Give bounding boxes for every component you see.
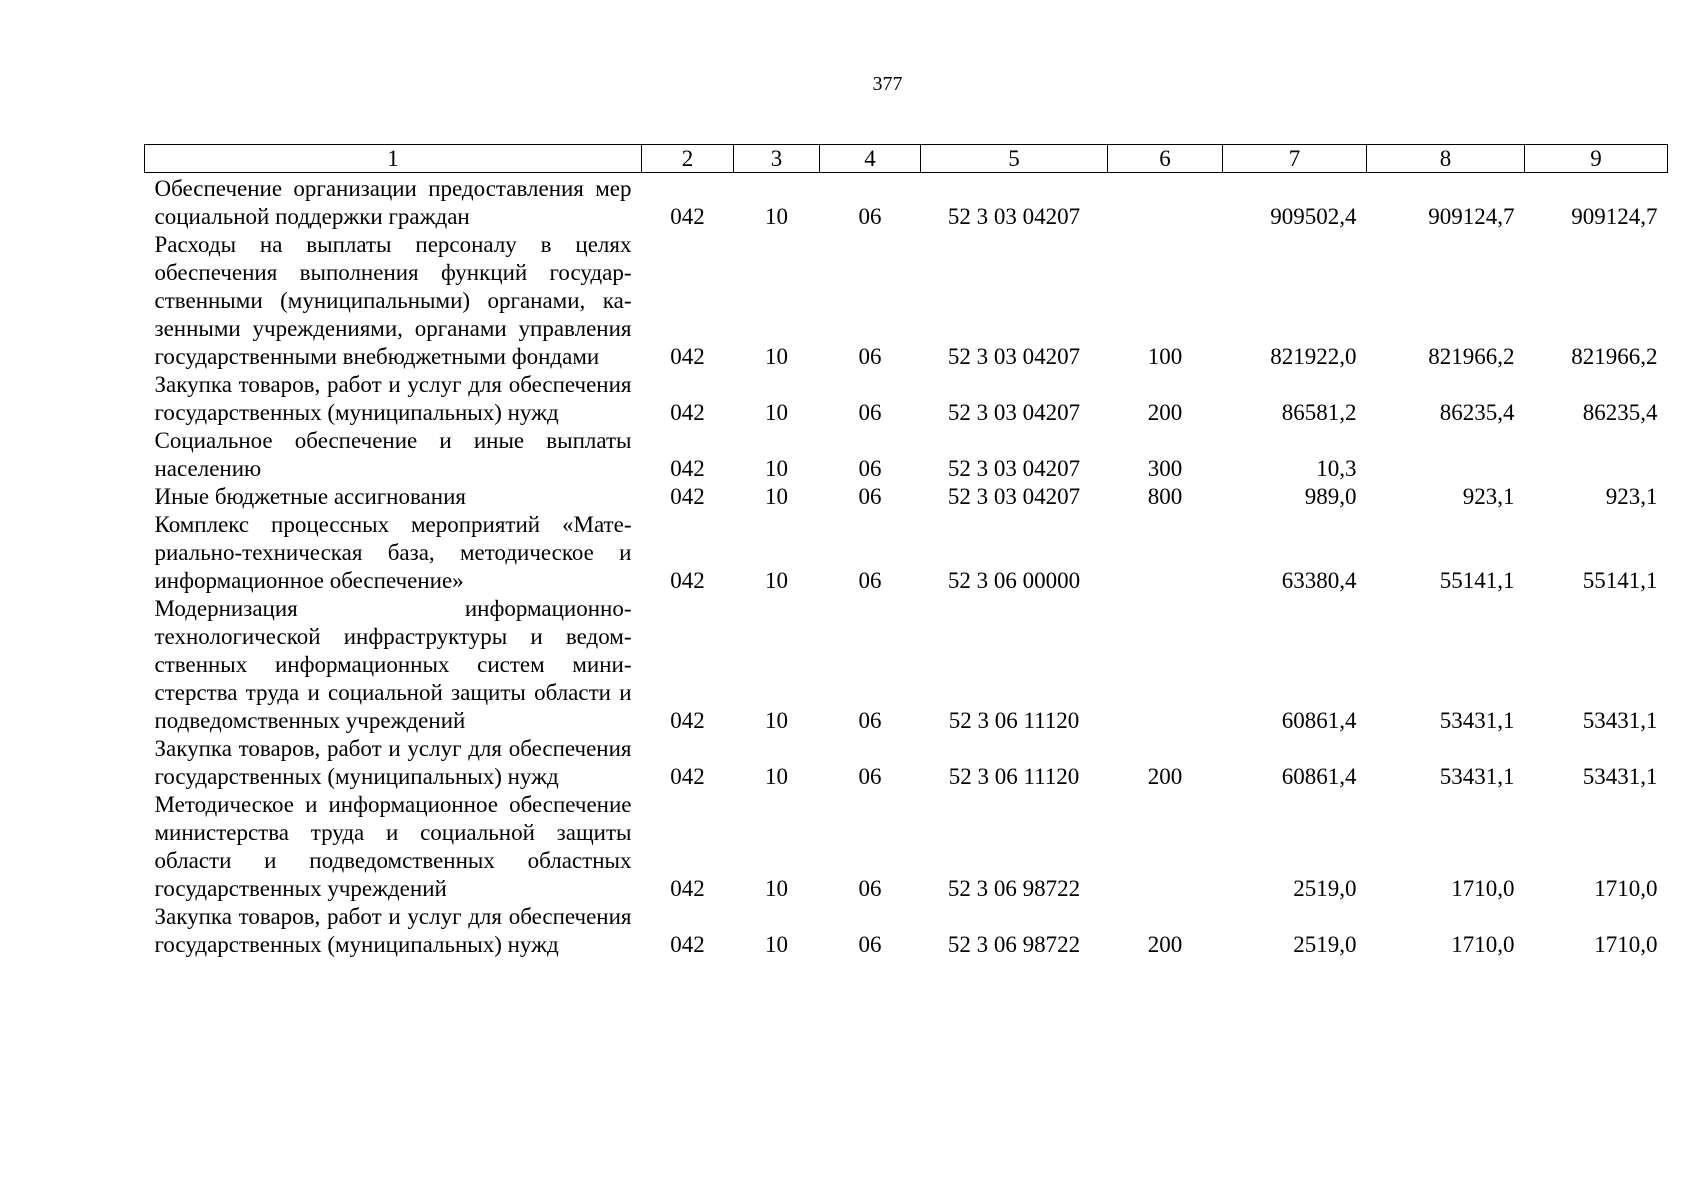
- table-row: [145, 231, 1668, 371]
- row-description: Комплекс процессных мероприятий «Материально-техническая база, методическое и информационное обеспечение»: [154, 512, 632, 593]
- table-row: [145, 173, 1668, 232]
- target-article-code: 52 3 06 98722: [947, 876, 1081, 901]
- amount-col9: 1710,0: [1594, 876, 1658, 901]
- row-description: Методическое и информационное обеспечение министерства труда и социальной защиты области и подведомственных областных государственных учреждений: [154, 792, 632, 901]
- table-row: [145, 903, 1668, 959]
- budget-table: [144, 144, 1668, 959]
- amount-col8: 821966,2: [1428, 344, 1515, 369]
- row-description: Расходы на выплаты персоналу в целях обеспечения выполнения функций государственными (муниципальными) органами, казенными учреждениями, органами управления государственными внебюджетными фондами: [154, 232, 632, 369]
- expense-type-code: 800: [1147, 484, 1183, 509]
- header-row: [145, 145, 1668, 173]
- amount-col9: [1525, 427, 1668, 483]
- amount-col9: 55141,1: [1582, 568, 1658, 593]
- expense-type-code: 200: [1147, 400, 1183, 425]
- table-row: [145, 371, 1668, 427]
- section-code: 10: [765, 876, 788, 901]
- amount-col7: 909502,4: [1270, 204, 1357, 229]
- section-code: 10: [765, 764, 788, 789]
- section-code: 10: [765, 344, 788, 369]
- column-header-2: 2: [642, 145, 734, 173]
- table-row: [145, 735, 1668, 791]
- ministry-code: 042: [670, 764, 705, 789]
- expense-type-code: [1108, 511, 1223, 595]
- amount-col7: 60861,4: [1281, 764, 1357, 789]
- row-description: Обеспечение организации предоставления мер социальной поддержки граждан: [154, 176, 632, 229]
- amount-col7: 2519,0: [1293, 876, 1357, 901]
- subsection-code: 06: [858, 400, 882, 425]
- subsection-code: 06: [858, 932, 882, 957]
- amount-col7: 86581,2: [1281, 400, 1357, 425]
- expense-type-code: 200: [1147, 764, 1183, 789]
- amount-col7: 63380,4: [1281, 568, 1357, 593]
- ministry-code: 042: [670, 876, 705, 901]
- amount-col7: 10,3: [1316, 456, 1357, 481]
- target-article-code: 52 3 03 04207: [947, 344, 1081, 369]
- subsection-code: 06: [858, 764, 882, 789]
- section-code: 10: [765, 708, 788, 733]
- expense-type-code: 200: [1147, 932, 1183, 957]
- section-code: 10: [765, 204, 788, 229]
- table-body: [145, 173, 1668, 960]
- amount-col8: 909124,7: [1428, 204, 1515, 229]
- amount-col9: 909124,7: [1571, 204, 1658, 229]
- column-header-4: 4: [820, 145, 921, 173]
- subsection-code: 06: [858, 568, 882, 593]
- table-row: [145, 483, 1668, 511]
- subsection-code: 06: [858, 344, 882, 369]
- amount-col8: [1367, 427, 1525, 483]
- section-code: 10: [765, 456, 788, 481]
- target-article-code: 52 3 06 11120: [948, 764, 1080, 789]
- amount-col9: 821966,2: [1571, 344, 1658, 369]
- amount-col8: 53431,1: [1439, 764, 1515, 789]
- column-header-9: 9: [1525, 145, 1668, 173]
- table-row: [145, 791, 1668, 903]
- expense-type-code: 100: [1147, 344, 1183, 369]
- expense-type-code: [1108, 173, 1223, 232]
- subsection-code: 06: [858, 876, 882, 901]
- row-description: Закупка товаров, работ и услуг для обеспечения государственных (муниципальных) нужд: [154, 904, 632, 957]
- subsection-code: 06: [858, 204, 882, 229]
- column-header-6: 6: [1108, 145, 1223, 173]
- amount-col9: 923,1: [1605, 484, 1658, 509]
- target-article-code: 52 3 03 04207: [947, 456, 1081, 481]
- subsection-code: 06: [858, 708, 882, 733]
- target-article-code: 52 3 06 11120: [948, 708, 1080, 733]
- target-article-code: 52 3 06 00000: [947, 568, 1081, 593]
- target-article-code: 52 3 06 98722: [947, 932, 1081, 957]
- amount-col9: 86235,4: [1582, 400, 1658, 425]
- column-header-3: 3: [734, 145, 820, 173]
- amount-col9: 53431,1: [1582, 708, 1658, 733]
- amount-col8: 1710,0: [1451, 932, 1515, 957]
- ministry-code: 042: [670, 568, 705, 593]
- ministry-code: 042: [670, 456, 705, 481]
- row-description: Иные бюджетные ассигнования: [154, 484, 466, 509]
- ministry-code: 042: [670, 344, 705, 369]
- column-header-1: 1: [145, 145, 642, 173]
- ministry-code: 042: [670, 484, 705, 509]
- target-article-code: 52 3 03 04207: [947, 400, 1081, 425]
- row-description: Закупка товаров, работ и услуг для обеспечения государственных (муниципальных) нужд: [154, 372, 632, 425]
- row-description: Социальное обеспечение и иные выплаты населению: [154, 428, 632, 481]
- ministry-code: 042: [670, 400, 705, 425]
- table-row: [145, 595, 1668, 735]
- target-article-code: 52 3 03 04207: [947, 484, 1081, 509]
- column-header-8: 8: [1367, 145, 1525, 173]
- table-row: [145, 511, 1668, 595]
- expense-type-code: 300: [1147, 456, 1183, 481]
- expense-type-code: [1108, 791, 1223, 903]
- amount-col9: 53431,1: [1582, 764, 1658, 789]
- amount-col8: 1710,0: [1451, 876, 1515, 901]
- column-header-5: 5: [921, 145, 1108, 173]
- amount-col7: 2519,0: [1293, 932, 1357, 957]
- section-code: 10: [765, 484, 788, 509]
- row-description: Модернизация информационно-технологической инфраструктуры и ведомственных информационных систем министерства труда и социальной защиты области и подведомственных учреждений: [154, 596, 632, 733]
- table-row: [145, 427, 1668, 483]
- section-code: 10: [765, 568, 788, 593]
- subsection-code: 06: [858, 484, 882, 509]
- amount-col8: 53431,1: [1439, 708, 1515, 733]
- ministry-code: 042: [670, 708, 705, 733]
- ministry-code: 042: [670, 204, 705, 229]
- page-number: 377: [872, 73, 903, 95]
- amount-col9: 1710,0: [1594, 932, 1658, 957]
- amount-col7: 821922,0: [1270, 344, 1357, 369]
- column-header-7: 7: [1223, 145, 1367, 173]
- amount-col7: 60861,4: [1281, 708, 1357, 733]
- amount-col7: 989,0: [1304, 484, 1357, 509]
- section-code: 10: [765, 932, 788, 957]
- ministry-code: 042: [670, 932, 705, 957]
- section-code: 10: [765, 400, 788, 425]
- amount-col8: 55141,1: [1439, 568, 1515, 593]
- expense-type-code: [1108, 595, 1223, 735]
- amount-col8: 923,1: [1462, 484, 1515, 509]
- amount-col8: 86235,4: [1439, 400, 1515, 425]
- row-description: Закупка товаров, работ и услуг для обеспечения государственных (муниципальных) нужд: [154, 736, 632, 789]
- target-article-code: 52 3 03 04207: [947, 204, 1081, 229]
- subsection-code: 06: [858, 456, 882, 481]
